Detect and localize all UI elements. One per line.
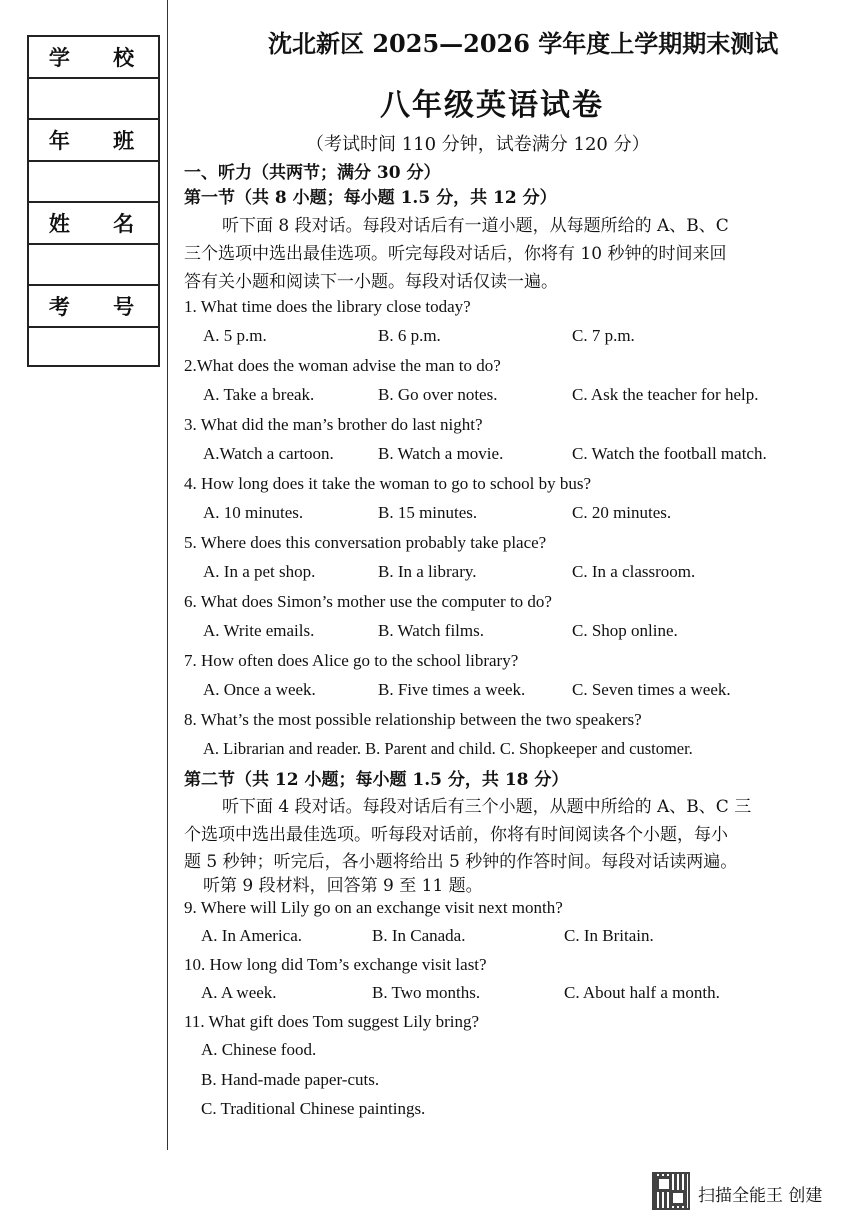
- option-a[interactable]: A. Write emails.: [203, 621, 315, 640]
- question-text: 2.What does the woman advise the man to do?: [184, 356, 501, 375]
- school-label: 学 校: [29, 37, 158, 79]
- class-field[interactable]: [29, 162, 158, 203]
- question-text: 6. What does Simon’s mother use the computer to do?: [184, 592, 552, 611]
- option-b[interactable]: B. Hand-made paper-cuts.: [201, 1070, 380, 1089]
- qr-code-icon: [652, 1172, 690, 1210]
- exam-subtitle: （考试时间 110 分钟，试卷满分 120 分）: [306, 134, 650, 155]
- question-text: 11. What gift does Tom suggest Lily bring?: [184, 1012, 480, 1031]
- school-field[interactable]: [29, 79, 158, 120]
- section2-instruction-line: 个选项中选出最佳选项。听每段对话前，你将有时间阅读各个小题，每小: [184, 825, 728, 845]
- option-c[interactable]: C. Seven times a week.: [572, 680, 731, 699]
- number-label: 考 号: [29, 286, 158, 328]
- option-c[interactable]: C. 7 p.m.: [572, 326, 635, 345]
- option-b[interactable]: B. Watch films.: [378, 621, 484, 640]
- option-b[interactable]: B. In a library.: [378, 562, 477, 581]
- section1-instruction-line: 答有关小题和阅读下一小题。每段对话仅读一遍。: [184, 272, 558, 292]
- option-b[interactable]: B. In Canada.: [372, 926, 466, 945]
- option-b[interactable]: B. 6 p.m.: [378, 326, 441, 345]
- option-c[interactable]: C. In a classroom.: [572, 562, 696, 581]
- binding-line: [167, 0, 168, 1150]
- number-field[interactable]: [29, 328, 158, 365]
- class-label: 年 班: [29, 120, 158, 162]
- option-c[interactable]: C. Shop online.: [572, 621, 678, 640]
- section1-instruction-line: 三个选项中选出最佳选项。听完每段对话后，你将有 10 秒钟的时间来回: [184, 244, 727, 264]
- option-c[interactable]: C. About half a month.: [564, 983, 720, 1002]
- question-text: 1. What time does the library close today?: [184, 297, 471, 316]
- section2-instruction-line: 听下面 4 段对话。每段对话后有三个小题，从题中所给的 A、B、C 三: [222, 797, 752, 817]
- question-text: 8. What’s the most possible relationship between the two speakers?: [184, 710, 642, 729]
- option-b[interactable]: B. Five times a week.: [378, 680, 526, 699]
- option-a[interactable]: A. A week.: [201, 983, 277, 1002]
- option-c[interactable]: C. Watch the football match.: [572, 444, 767, 463]
- section1-heading: 第一节（共 8 小题；每小题 1.5 分，共 12 分）: [184, 188, 557, 208]
- option-a[interactable]: A. Chinese food.: [201, 1040, 317, 1059]
- question-text: 5. Where does this conversation probably take place?: [184, 533, 547, 552]
- question-text: 7. How often does Alice go to the school library?: [184, 651, 519, 670]
- section2-heading: 第二节（共 12 小题；每小题 1.5 分，共 18 分）: [184, 770, 569, 790]
- question-text: 3. What did the man’s brother do last night?: [184, 415, 483, 434]
- section2-instruction-line: 题 5 秒钟；听完后，各小题将给出 5 秒钟的作答时间。每段对话读两遍。: [184, 852, 738, 872]
- question-options[interactable]: A. Librarian and reader. B. Parent and child. C. Shopkeeper and customer.: [203, 739, 693, 758]
- name-label: 姓 名: [29, 203, 158, 245]
- section2-instruction-line: 听第 9 段材料，回答第 9 至 11 题。: [203, 876, 483, 896]
- question-text: 9. Where will Lily go on an exchange visit next month?: [184, 898, 563, 917]
- option-b[interactable]: B. Two months.: [372, 983, 481, 1002]
- option-a[interactable]: A. In a pet shop.: [203, 562, 316, 581]
- option-b[interactable]: B. 15 minutes.: [378, 503, 478, 522]
- student-info-box: [27, 35, 160, 367]
- option-c[interactable]: C. 20 minutes.: [572, 503, 672, 522]
- option-c[interactable]: C. Traditional Chinese paintings.: [201, 1099, 426, 1118]
- part1-heading: 一、听力（共两节；满分 30 分）: [184, 163, 441, 183]
- option-a[interactable]: A. Take a break.: [203, 385, 315, 404]
- option-a[interactable]: A.Watch a cartoon.: [203, 444, 334, 463]
- option-a[interactable]: A. In America.: [201, 926, 303, 945]
- option-a[interactable]: A. Once a week.: [203, 680, 316, 699]
- question-text: 4. How long does it take the woman to go to school by bus?: [184, 474, 592, 493]
- option-a[interactable]: A. 5 p.m.: [203, 326, 267, 345]
- option-b[interactable]: B. Go over notes.: [378, 385, 498, 404]
- exam-title: 沈北新区 2025—2026 学年度上学期期末测试: [268, 29, 779, 58]
- option-b[interactable]: B. Watch a movie.: [378, 444, 504, 463]
- question-text: 10. How long did Tom’s exchange visit last?: [184, 955, 487, 974]
- option-c[interactable]: C. In Britain.: [564, 926, 654, 945]
- scanner-watermark: 扫描全能王 创建: [698, 1186, 823, 1206]
- name-field[interactable]: [29, 245, 158, 286]
- option-a[interactable]: A. 10 minutes.: [203, 503, 304, 522]
- paper-title: 八年级英语试卷: [380, 88, 604, 123]
- option-c[interactable]: C. Ask the teacher for help.: [572, 385, 759, 404]
- section1-instruction-line: 听下面 8 段对话。每段对话后有一道小题，从每题所给的 A、B、C: [222, 216, 729, 236]
